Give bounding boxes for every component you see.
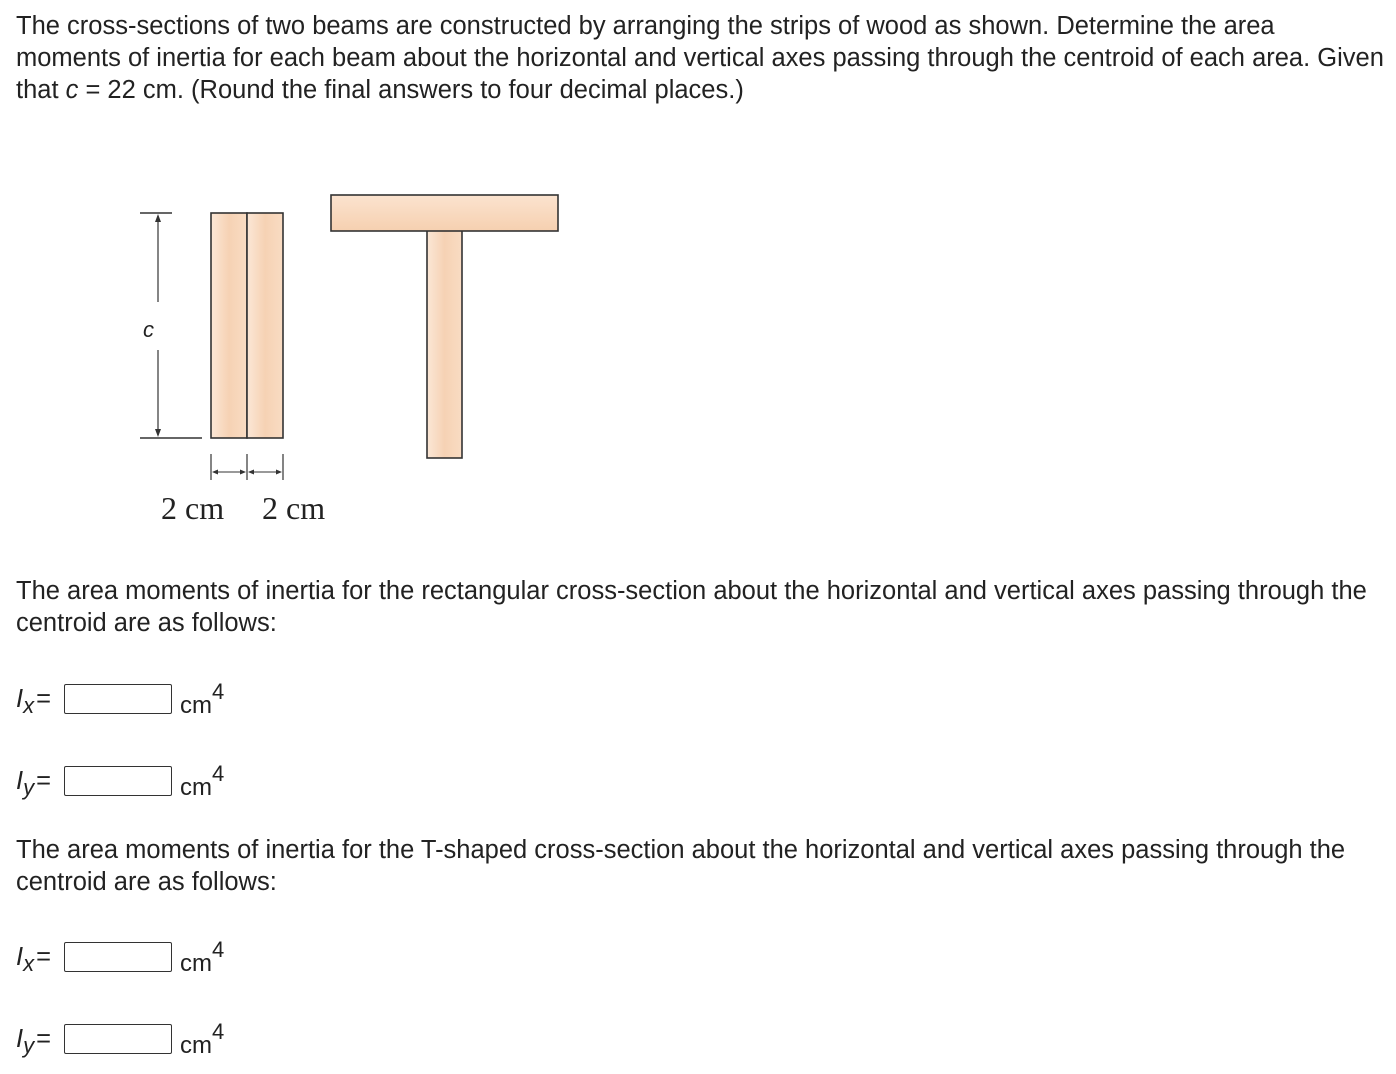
t-ix-unit-exponent: 4 [212,937,225,962]
t-iy-input[interactable] [64,1024,172,1054]
t-iy-unit-base: cm [180,1032,212,1059]
t-beam [331,195,558,458]
rect-ix-unit-exponent: 4 [212,679,225,704]
t-ix-subscript: x [23,950,35,976]
width-label-1: 2 cm [161,490,225,526]
strip-left [211,213,247,438]
rect-iy-row [16,761,224,801]
t-ix-row [16,937,224,977]
rect-iy-symbol: I [16,766,24,795]
rect-ix-subscript: x [23,692,35,718]
problem-statement [16,10,1386,106]
rect-iy-subscript: y [23,774,35,800]
c-label: c [143,317,154,342]
rect-ix-unit [180,679,225,720]
t-ix-equals: = [36,942,51,971]
problem-variable: c [65,76,79,104]
t-ix-label [16,942,66,976]
t-iy-label [16,1024,66,1058]
t-iy-row [16,1019,224,1059]
strip-right [247,213,283,438]
t-section-intro: The area moments of inertia for the T-shaped cross-section about the horizontal and vertical axes passing through the centroid are as follows: [16,836,1346,896]
t-iy-unit-exponent: 4 [212,1019,225,1044]
t-beam-flange [331,195,558,231]
rect-ix-symbol: I [16,684,24,713]
t-beam-web [427,230,462,458]
rect-ix-row [16,679,224,719]
beam-cross-sections-figure [120,180,580,530]
t-iy-subscript: y [23,1032,35,1058]
beam-diagram [120,180,580,530]
rect-iy-unit-base: cm [180,774,212,801]
rectangular-beam [211,213,283,438]
rect-ix-input[interactable] [64,684,172,714]
t-iy-unit [180,1019,225,1060]
rect-iy-label [16,766,66,800]
width-label-2: 2 cm [262,490,326,526]
rect-iy-unit-exponent: 4 [212,761,225,786]
rect-ix-label [16,684,66,718]
width-dimensions [161,454,325,526]
t-iy-symbol: I [16,1024,24,1053]
rect-iy-input[interactable] [64,766,172,796]
t-ix-input[interactable] [64,942,172,972]
problem-text-after: = 22 cm. (Round the final answers to four decimal places.) [78,76,744,104]
rect-ix-unit-base: cm [180,692,212,719]
c-dimension [140,213,202,438]
t-ix-symbol: I [16,942,24,971]
t-ix-unit-base: cm [180,950,212,977]
problem-text-before: The cross-sections of two beams are constructed by arranging the strips of wood as shown. Determine the area moments of inertia for each beam about the horizontal and vertical axes passing through the centroid of each area. Given that [16,12,1384,104]
rect-iy-unit [180,761,225,802]
rect-iy-equals: = [36,766,51,795]
t-ix-unit [180,937,225,978]
rect-ix-equals: = [36,684,51,713]
rectangular-section-intro: The area moments of inertia for the rectangular cross-section about the horizontal and vertical axes passing through the centroid are as follows: [16,577,1367,637]
t-iy-equals: = [36,1024,51,1053]
